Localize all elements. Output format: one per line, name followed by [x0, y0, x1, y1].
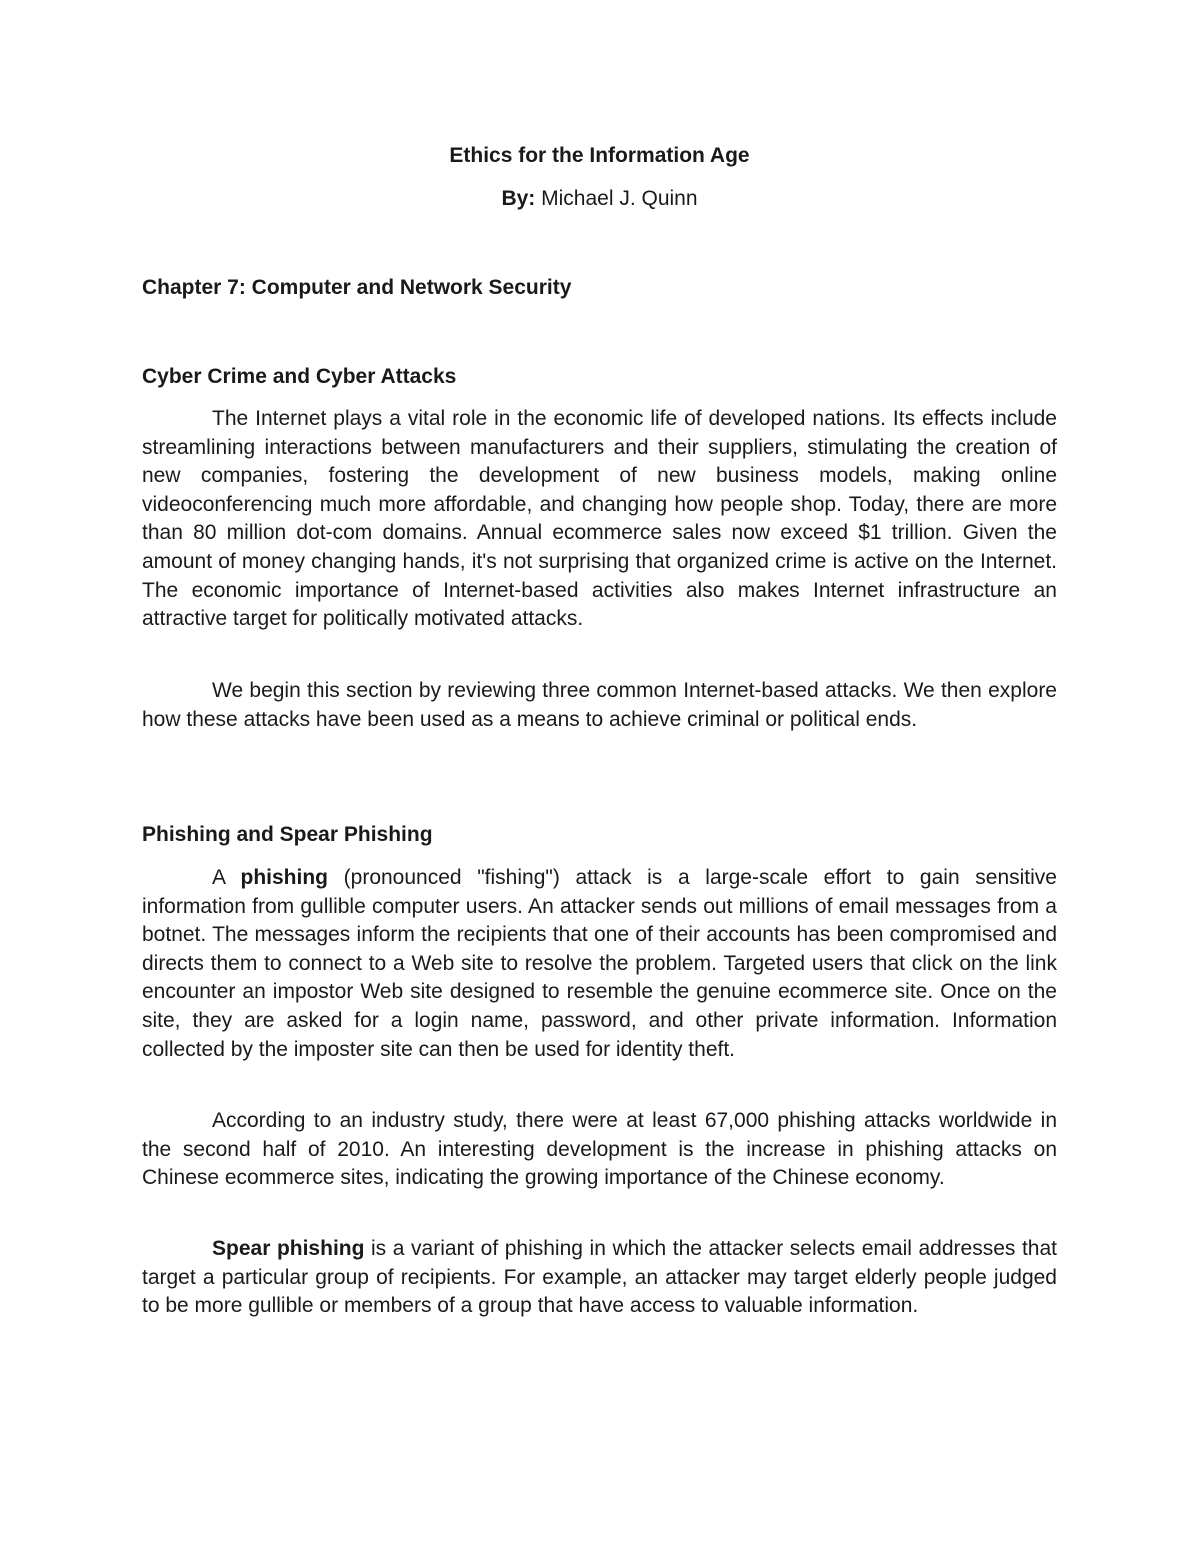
paragraph-section-intro: We begin this section by reviewing three common Internet-based attacks. We then explore how these attacks have been used as a means to achieve criminal or political ends.	[142, 679, 1057, 731]
spear-phishing-term: Spear phishing	[212, 1237, 365, 1260]
phishing-post: (pronounced "fishing") attack is a large-scale effort to gain sensitive information from gullible computer users. An attacker sends out millions of email messages from a botnet. The messages inform the recipients that one of their accounts has been compromised and directs them to connect to a Web site to resolve the problem. Targeted users that click on the link encounter an impostor Web site designed to resemble the genuine ecommerce site. Once on the site, they are asked for a login name, password, and other private information. Information collected by the imposter site can then be used for identity theft.	[142, 866, 1057, 1061]
byline-label: By:	[501, 187, 536, 210]
phishing-pre: A	[212, 866, 241, 889]
phishing-term: phishing	[240, 866, 328, 889]
document-page	[142, 0, 1057, 1553]
paragraph-phishing-definition	[142, 864, 1057, 1064]
byline-author: Michael J. Quinn	[541, 187, 698, 210]
chapter-heading: Chapter 7: Computer and Network Security	[142, 276, 572, 299]
paragraph-internet-role: The Internet plays a vital role in the economic life of developed nations. Its effects include streamlining interactions between manufacturers and their suppliers, stimulating the creation of new companies, fostering the development of new business models, making online videoconferencing much more affordable, and changing how people shop. Today, there are more than 80 million dot-com domains. Annual ecommerce sales now exceed $1 trillion. Given the amount of money changing hands, it's not surprising that organized crime is active on the Internet. The economic importance of Internet-based activities also makes Internet infrastructure an attractive target for politically motivated attacks.	[142, 407, 1057, 631]
spear-phishing-post: is a variant of phishing in which the attacker selects email addresses that target a particular group of recipients. For example, an attacker may target elderly people judged to be more gullible or members of a group that have access to valuable information.	[142, 1237, 1057, 1318]
byline	[142, 185, 1057, 213]
paragraph-spear-phishing	[142, 1235, 1057, 1321]
document-title: Ethics for the Information Age	[449, 144, 750, 167]
section-heading-phishing: Phishing and Spear Phishing	[142, 823, 433, 846]
section-heading-cyber-crime: Cyber Crime and Cyber Attacks	[142, 365, 457, 388]
paragraph-phishing-study: According to an industry study, there were at least 67,000 phishing attacks worldwide in the second half of 2010. An interesting development is the increase in phishing attacks on Chinese ecommerce sites, indicating the growing importance of the Chinese economy.	[142, 1109, 1057, 1190]
